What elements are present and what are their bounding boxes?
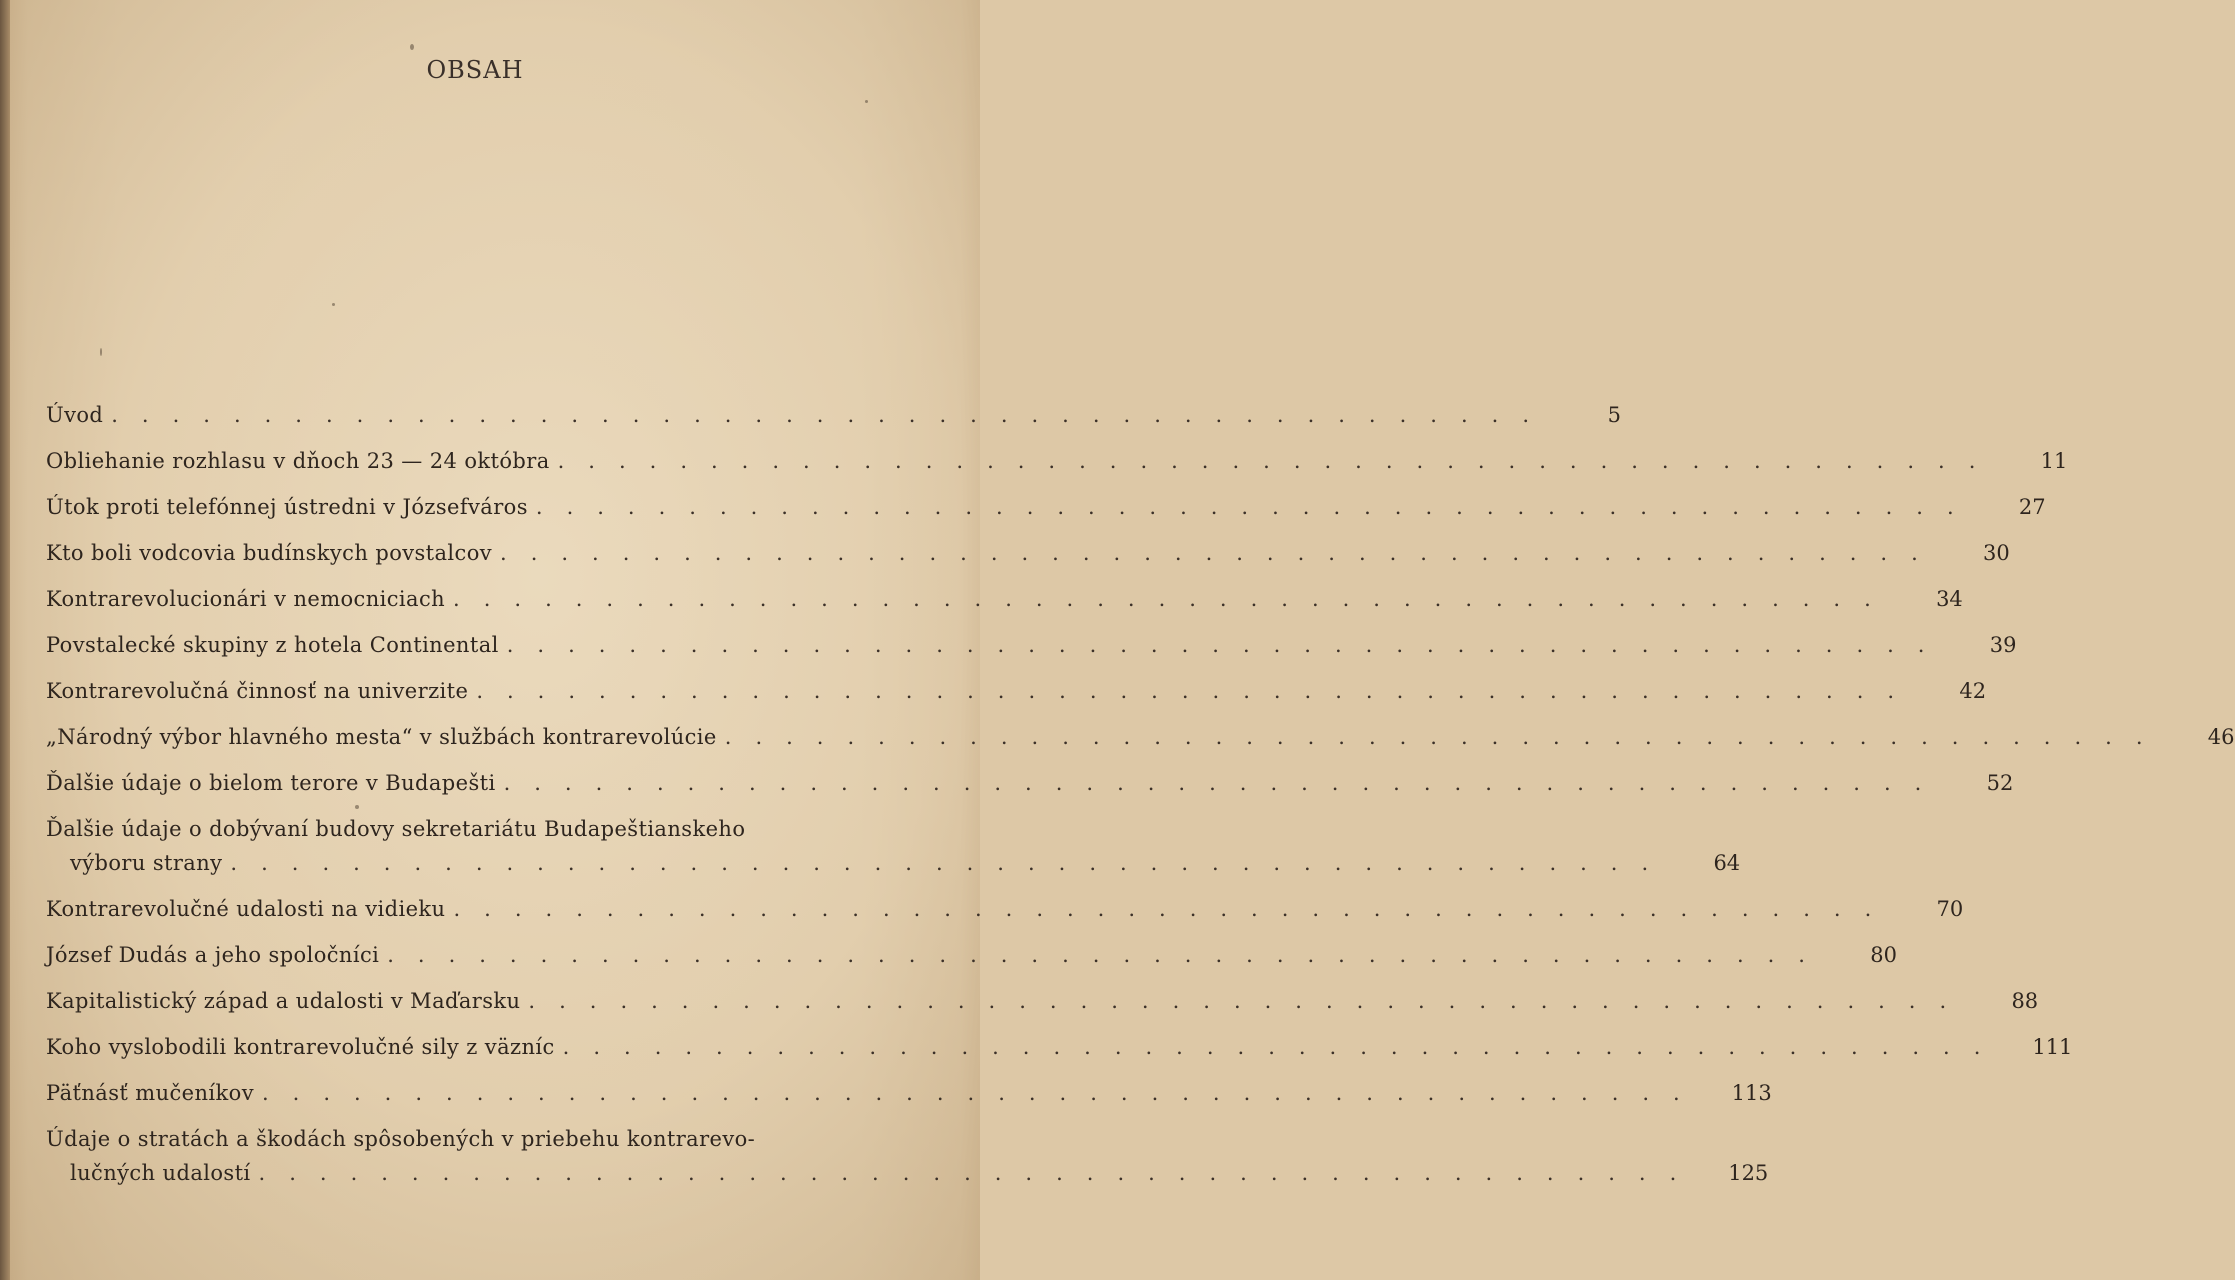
toc-entry-page: 80 [1870,943,1897,967]
toc-entry-page: 39 [1989,633,2017,657]
page-title: OBSAH [426,56,524,84]
toc-entry [46,1076,1772,1110]
toc-entry-page: 30 [1983,541,2010,565]
leader-dots: ............................................... [535,495,1978,519]
leader-dots: ............................................... [500,541,1942,565]
toc-entry [46,812,1741,880]
toc-entry-title-continued: výboru strany [70,851,223,875]
leader-dots: ............................................... [724,725,2167,749]
toc-entry-page: 27 [2018,495,2046,519]
toc-entry-title: Kapitalistický západ a udalosti v Maďarsku [46,989,521,1013]
toc-entry-title: Koho vyslobodili kontrarevolučné sily z väzníc [46,1035,555,1059]
leader-dots: ............................................... [506,633,1949,657]
toc-entry-title: Povstalecké skupiny z hotela Continental [46,633,499,657]
toc-entry-title: Obliehanie rozhlasu v dňoch 23 — 24 októbra [46,449,550,473]
toc-entry-title: „Národný výbor hlavného mesta“ v službách kontrarevolúcie [46,725,717,749]
toc-entry [46,674,1987,708]
toc-entry-title: Ďalšie údaje o bielom terore v Budapešti [46,771,496,795]
toc-entry-page: 88 [2011,989,2039,1013]
toc-entry [46,582,1963,616]
toc-entry [46,536,2010,570]
paper-speck [865,100,868,103]
toc-entry [46,766,2014,800]
toc-entry-page: 11 [2040,449,2068,473]
toc-entry-page: 70 [1936,897,1964,921]
toc-entry [46,1030,2073,1064]
leader-dots: ............................................... [557,449,2000,473]
toc-entry [46,984,2039,1018]
toc-entry [46,720,2235,754]
leader-dots: ............................................... [528,989,1971,1013]
leader-dots: ............................................... [230,851,1673,875]
table-of-contents [46,398,2235,1190]
toc-entry-title: Kontrarevolučná činnosť na univerzite [46,679,469,703]
toc-entry-page: 34 [1936,587,1963,611]
toc-entry-title-continued: lučných udalostí [70,1161,251,1185]
toc-entry-title: Úvod [46,403,104,427]
toc-entry-continuation [46,846,1741,880]
leader-dots: ............................................... [503,771,1946,795]
paper-speck [410,44,414,50]
paper-speck [332,303,335,306]
toc-entry-title: József Dudás a jeho spoločníci [46,943,380,967]
toc-entry-page: 52 [1986,771,2014,795]
toc-entry-title: Ďalšie údaje o dobývaní budovy sekretariátu Budapeštianskeho [46,817,746,841]
toc-entry-title: Údaje o stratách a škodách spôsobených v priebehu kontrarevo- [46,1127,756,1151]
toc-entry-page: 125 [1728,1161,1769,1185]
leader-dots: ............................................... [562,1035,2005,1059]
leader-dots: ............................................... [387,943,1829,967]
toc-entry-title: Kto boli vodcovia budínskych povstalcov [46,541,493,565]
toc-entry [46,490,2046,524]
leader-dots: ............................................... [111,403,1553,427]
leader-dots: ............................................... [261,1081,1704,1105]
book-spine-shadow [0,0,10,1280]
toc-entry-title: Útok proti telefónnej ústredni v Józsefváros [46,495,528,519]
toc-entry-page: 5 [1607,403,1621,427]
leader-dots: ............................................... [258,1161,1701,1185]
toc-entry-page: 113 [1731,1081,1772,1105]
leader-dots: ............................................... [453,587,1895,611]
toc-entry-title: Kontrarevolučné udalosti na vidieku [46,897,446,921]
toc-entry-continuation [46,1156,1769,1190]
toc-entry-page: 46 [2207,725,2235,749]
toc-entry [46,938,1897,972]
toc-entry [46,398,1621,432]
leader-dots: ............................................... [453,897,1896,921]
toc-entry [46,892,1964,926]
leader-dots: ............................................... [476,679,1919,703]
toc-entry-title: Kontrarevolucionári v nemocniciach [46,587,446,611]
toc-entry-page: 111 [2032,1035,2073,1059]
paper-speck [100,348,102,356]
toc-entry [46,1122,1769,1190]
toc-entry-page: 42 [1959,679,1987,703]
toc-entry-page: 64 [1713,851,1741,875]
toc-entry [46,444,2068,478]
toc-entry-title: Päťnásť mučeníkov [46,1081,254,1105]
toc-entry [46,628,2017,662]
